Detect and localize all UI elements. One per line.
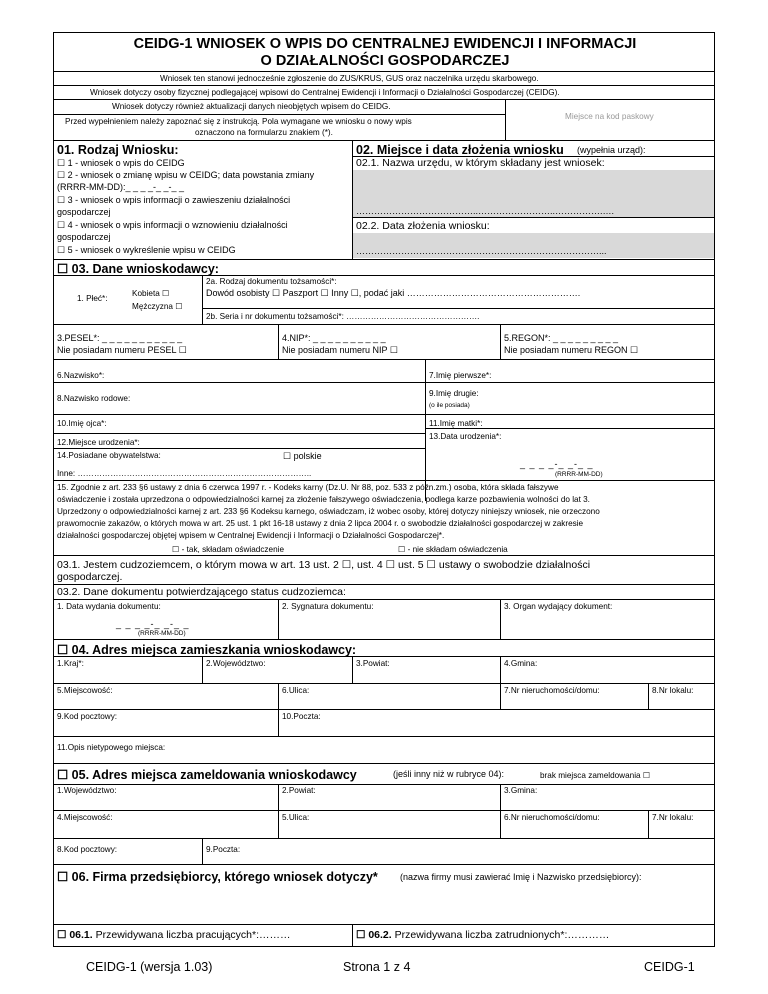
- section-01-title: 01. Rodzaj Wniosku:: [57, 143, 179, 157]
- country-field[interactable]: 1.Kraj*:: [57, 659, 84, 668]
- regon-none-checkbox[interactable]: Nie posiadam numeru REGON ☐: [504, 345, 639, 355]
- nip-none-checkbox[interactable]: Nie posiadam numeru NIP ☐: [282, 345, 398, 355]
- birth-date-label: 13.Data urodzenia*:: [429, 432, 502, 441]
- regon-field[interactable]: 5.REGON*: _ _ _ _ _ _ _ _ _: [504, 333, 619, 343]
- statement-line-1: 15. Zgodnie z art. 233 §6 ustawy z dnia 6 czerwca 1997 r. - Kodeks karny (Dz.U. Nr 88, poz. 533 z późn.zm.) osoba, która składa fałszywe: [57, 483, 559, 492]
- statement-line-3: Uprzedzony o odpowiedzialności karnej z art. 233 §6 Kodeksu karnego, oświadczam, iż wobec osoby, której dotyczy niniejszy wniosek, nie orzeczono: [57, 507, 600, 516]
- section-02-note: (wypełnia urząd):: [577, 145, 646, 155]
- intro-line-1: Wniosek ten stanowi jednocześnie zgłoszenie do ZUS/KRUS, GUS oraz naczelnika urzędu skarbowego.: [160, 74, 539, 83]
- doc-type-options[interactable]: Dowód osobisty ☐ Paszport ☐ Inny ☐, podać jaki ………………………………………………….: [206, 288, 581, 298]
- reg-county-field[interactable]: 2.Powiat:: [282, 786, 316, 795]
- intro-line-4b: oznaczono na formularzu znakiem (*).: [195, 128, 333, 137]
- request-option-5[interactable]: ☐ 5 - wniosek o wykreślenie wpisu w CEIDG: [57, 245, 236, 255]
- employees-count-field[interactable]: [356, 929, 609, 941]
- request-option-3[interactable]: ☐ 3 - wniosek o wpis informacji o zawieszeniu działalności: [57, 195, 291, 205]
- surname-field[interactable]: 6.Nazwisko*:: [57, 371, 105, 380]
- reg-apartment-number-field[interactable]: 7.Nr lokalu:: [652, 813, 694, 822]
- doc-series-field[interactable]: 2b. Seria i nr dokumentu tożsamości*: ………………………………………….: [206, 312, 480, 321]
- statement-line-5: działalności gospodarczej objętej wpisem w Centralnej Ewidencji i Informacji o Działalności Gospodarczej*.: [57, 531, 445, 540]
- reg-commune-field[interactable]: 3.Gmina:: [504, 786, 538, 795]
- no-registration-checkbox[interactable]: brak miejsca zameldowania ☐: [540, 771, 651, 780]
- issuing-authority-field[interactable]: 3. Organ wydający dokument:: [504, 602, 613, 611]
- street-field[interactable]: 6.Ulica:: [282, 686, 310, 695]
- foreigner-doc-title: 03.2. Dane dokumentu potwierdzającego status cudzoziemca:: [57, 586, 346, 598]
- footer-page-number: Strona 1 z 4: [343, 960, 411, 974]
- request-option-4-cont: gospodarczej: [57, 232, 111, 242]
- section-06-note: (nazwa firmy musi zawierać Imię i Nazwisko przedsiębiorcy):: [400, 872, 642, 882]
- sex-female-checkbox[interactable]: Kobieta ☐: [132, 289, 170, 298]
- mother-name-field[interactable]: 11.Imię matki*:: [429, 419, 483, 428]
- reg-locality-field[interactable]: 4.Miejscowość:: [57, 813, 113, 822]
- statement-yes-checkbox[interactable]: ☐ - tak, składam oświadczenie: [172, 545, 285, 554]
- intro-line-4a: Przed wypełnieniem należy zapoznać się z instrukcją. Pola wymagane we wniosku o nowy wpis: [65, 117, 412, 126]
- sex-male-checkbox[interactable]: Mężczyzna ☐: [132, 302, 183, 311]
- commune-field[interactable]: 4.Gmina:: [504, 659, 538, 668]
- request-option-3-cont: gospodarczej: [57, 207, 111, 217]
- intro-line-2: Wniosek dotyczy osoby fizycznej podlegającej wpisowi do Centralnej Ewidencji i Informacji o Działalności Gospodarczej (CEIDG).: [90, 88, 560, 97]
- form-title-line1: CEIDG-1 WNIOSEK O WPIS DO CENTRALNEJ EWIDENCJI I INFORMACJI: [133, 36, 637, 52]
- maiden-name-field[interactable]: 8.Nazwisko rodowe:: [57, 394, 131, 403]
- reg-post-office-field[interactable]: 9.Poczta:: [206, 845, 241, 854]
- reg-voivodeship-field[interactable]: 1.Województwo:: [57, 786, 117, 795]
- second-name-field[interactable]: 9.Imię drugie:: [429, 389, 479, 398]
- statement-line-4: prawomocnie zakazów, o których mowa w art. 25 ust. 1 pkt 16-18 ustawy z dnia 2 lipca 2004 r. o swobodzie działalności gospodarczej w zakresie: [57, 519, 584, 528]
- reg-postal-code-field[interactable]: 8.Kod pocztowy:: [57, 845, 118, 854]
- pesel-none-checkbox[interactable]: Nie posiadam numeru PESEL ☐: [57, 345, 187, 355]
- submission-date-dots: ………………………………………………………………………...: [356, 246, 607, 256]
- office-name-dots: …………………………………..……………………..…………….….: [356, 206, 615, 216]
- request-option-1[interactable]: ☐ 1 - wniosek o wpis do CEIDG: [57, 158, 185, 168]
- birth-place-field[interactable]: 12.Miejsce urodzenia*:: [57, 438, 140, 447]
- footer-version: CEIDG-1 (wersja 1.03): [86, 960, 213, 974]
- citizenship-other-field[interactable]: Inne: …………………………………………………………………………..: [57, 469, 312, 478]
- sex-label: 1. Płeć*:: [77, 294, 108, 303]
- submission-date-label: 02.2. Data złożenia wniosku:: [356, 220, 490, 232]
- citizenship-polish-checkbox[interactable]: ☐ polskie: [283, 451, 322, 461]
- footer-form-code: CEIDG-1: [644, 960, 695, 974]
- post-office-field[interactable]: 10.Poczta:: [282, 712, 321, 721]
- request-option-2[interactable]: ☐ 2 - wniosek o zmianę wpisu w CEIDG; data powstania zmiany: [57, 170, 315, 180]
- section-05-title[interactable]: ☐ 05. Adres miejsca zameldowania wnioskodawcy: [57, 768, 357, 782]
- reg-street-field[interactable]: 5.Ulica:: [282, 813, 310, 822]
- birth-date-format: (RRRR-MM-DD): [555, 471, 603, 478]
- workers-count-label: Przewidywana liczba pracujących*:………: [95, 929, 291, 941]
- nip-field[interactable]: 4.NIP*: _ _ _ _ _ _ _ _ _ _: [282, 333, 386, 343]
- apartment-number-field[interactable]: 8.Nr lokalu:: [652, 686, 694, 695]
- second-name-note: (o ile posiada): [429, 402, 470, 409]
- voivodeship-field[interactable]: 2.Województwo:: [206, 659, 266, 668]
- father-name-field[interactable]: 10.Imię ojca*:: [57, 419, 107, 428]
- postal-code-field[interactable]: 9.Kod pocztowy:: [57, 712, 118, 721]
- pesel-field[interactable]: 3.PESEL*: _ _ _ _ _ _ _ _ _ _ _: [57, 333, 183, 343]
- doc-signature-field[interactable]: 2. Sygnatura dokumentu:: [282, 602, 374, 611]
- foreigner-checkbox-line[interactable]: 03.1. Jestem cudzoziemcem, o którym mowa w art. 13 ust. 2 ☐, ust. 4 ☐ ust. 5 ☐ ustawy o swobodzie działalności: [57, 559, 591, 571]
- request-option-4[interactable]: ☐ 4 - wniosek o wpis informacji o wznowieniu działalności: [57, 220, 288, 230]
- citizenship-label: 14.Posiadane obywatelstwa:: [57, 451, 161, 460]
- office-name-label: 02.1. Nazwa urzędu, w którym składany jest wniosek:: [356, 157, 605, 169]
- first-name-field[interactable]: 7.Imię pierwsze*:: [429, 371, 492, 380]
- section-06-title[interactable]: ☐ 06. Firma przedsiębiorcy, którego wniosek dotyczy*: [57, 870, 378, 884]
- birth-date-field[interactable]: _ _ _ _-_ _-_ _: [520, 459, 594, 469]
- workers-count-field[interactable]: [57, 929, 291, 941]
- change-date-field[interactable]: (RRRR-MM-DD):_ _ _ _-_ _-_ _: [57, 182, 185, 192]
- section-02-title: 02. Miejsce i data złożenia wniosku: [356, 143, 564, 157]
- employees-count-label: Przewidywana liczba zatrudnionych*:…………: [394, 929, 610, 941]
- foreigner-line-cont: gospodarczej.: [57, 571, 123, 583]
- section-05-note: (jeśli inny niż w rubryce 04):: [393, 769, 505, 779]
- intro-line-3: Wniosek dotyczy również aktualizacji danych nieobjętych wpisem do CEIDG.: [112, 102, 391, 111]
- statement-no-checkbox[interactable]: ☐ - nie składam oświadczenia: [398, 545, 508, 554]
- barcode-placeholder: Miejsce na kod paskowy: [565, 112, 654, 121]
- county-field[interactable]: 3.Powiat:: [356, 659, 390, 668]
- issue-date-format: (RRRR-MM-DD): [138, 630, 186, 637]
- house-number-field[interactable]: 7.Nr nieruchomości/domu:: [504, 686, 600, 695]
- issue-date-label: 1. Data wydania dokumentu:: [57, 602, 161, 611]
- doc-type-label: 2a. Rodzaj dokumentu tożsamości*:: [206, 277, 337, 286]
- section-04-title[interactable]: ☐ 04. Adres miejsca zamieszkania wnioskodawcy:: [57, 643, 357, 657]
- statement-line-2: oświadczenie i została uprzedzona o odpowiedzialności karnej za złożenie fałszywego oświadczenia, podlega karze pozbawienia wolności do lat 3.: [57, 495, 590, 504]
- reg-house-number-field[interactable]: 6.Nr nieruchomości/domu:: [504, 813, 600, 822]
- locality-field[interactable]: 5.Miejscowość:: [57, 686, 113, 695]
- issue-date-field[interactable]: _ _ _ _-_ _-_ _: [116, 619, 190, 629]
- employees-count-number: ☐ 06.2.: [356, 929, 392, 941]
- workers-count-number: ☐ 06.1.: [57, 929, 93, 941]
- form-title-line2: O DZIAŁALNOŚCI GOSPODARCZEJ: [260, 53, 510, 69]
- section-03-title[interactable]: ☐ 03. Dane wnioskodawcy:: [57, 262, 219, 276]
- unusual-place-field[interactable]: 11.Opis nietypowego miejsca:: [57, 743, 166, 752]
